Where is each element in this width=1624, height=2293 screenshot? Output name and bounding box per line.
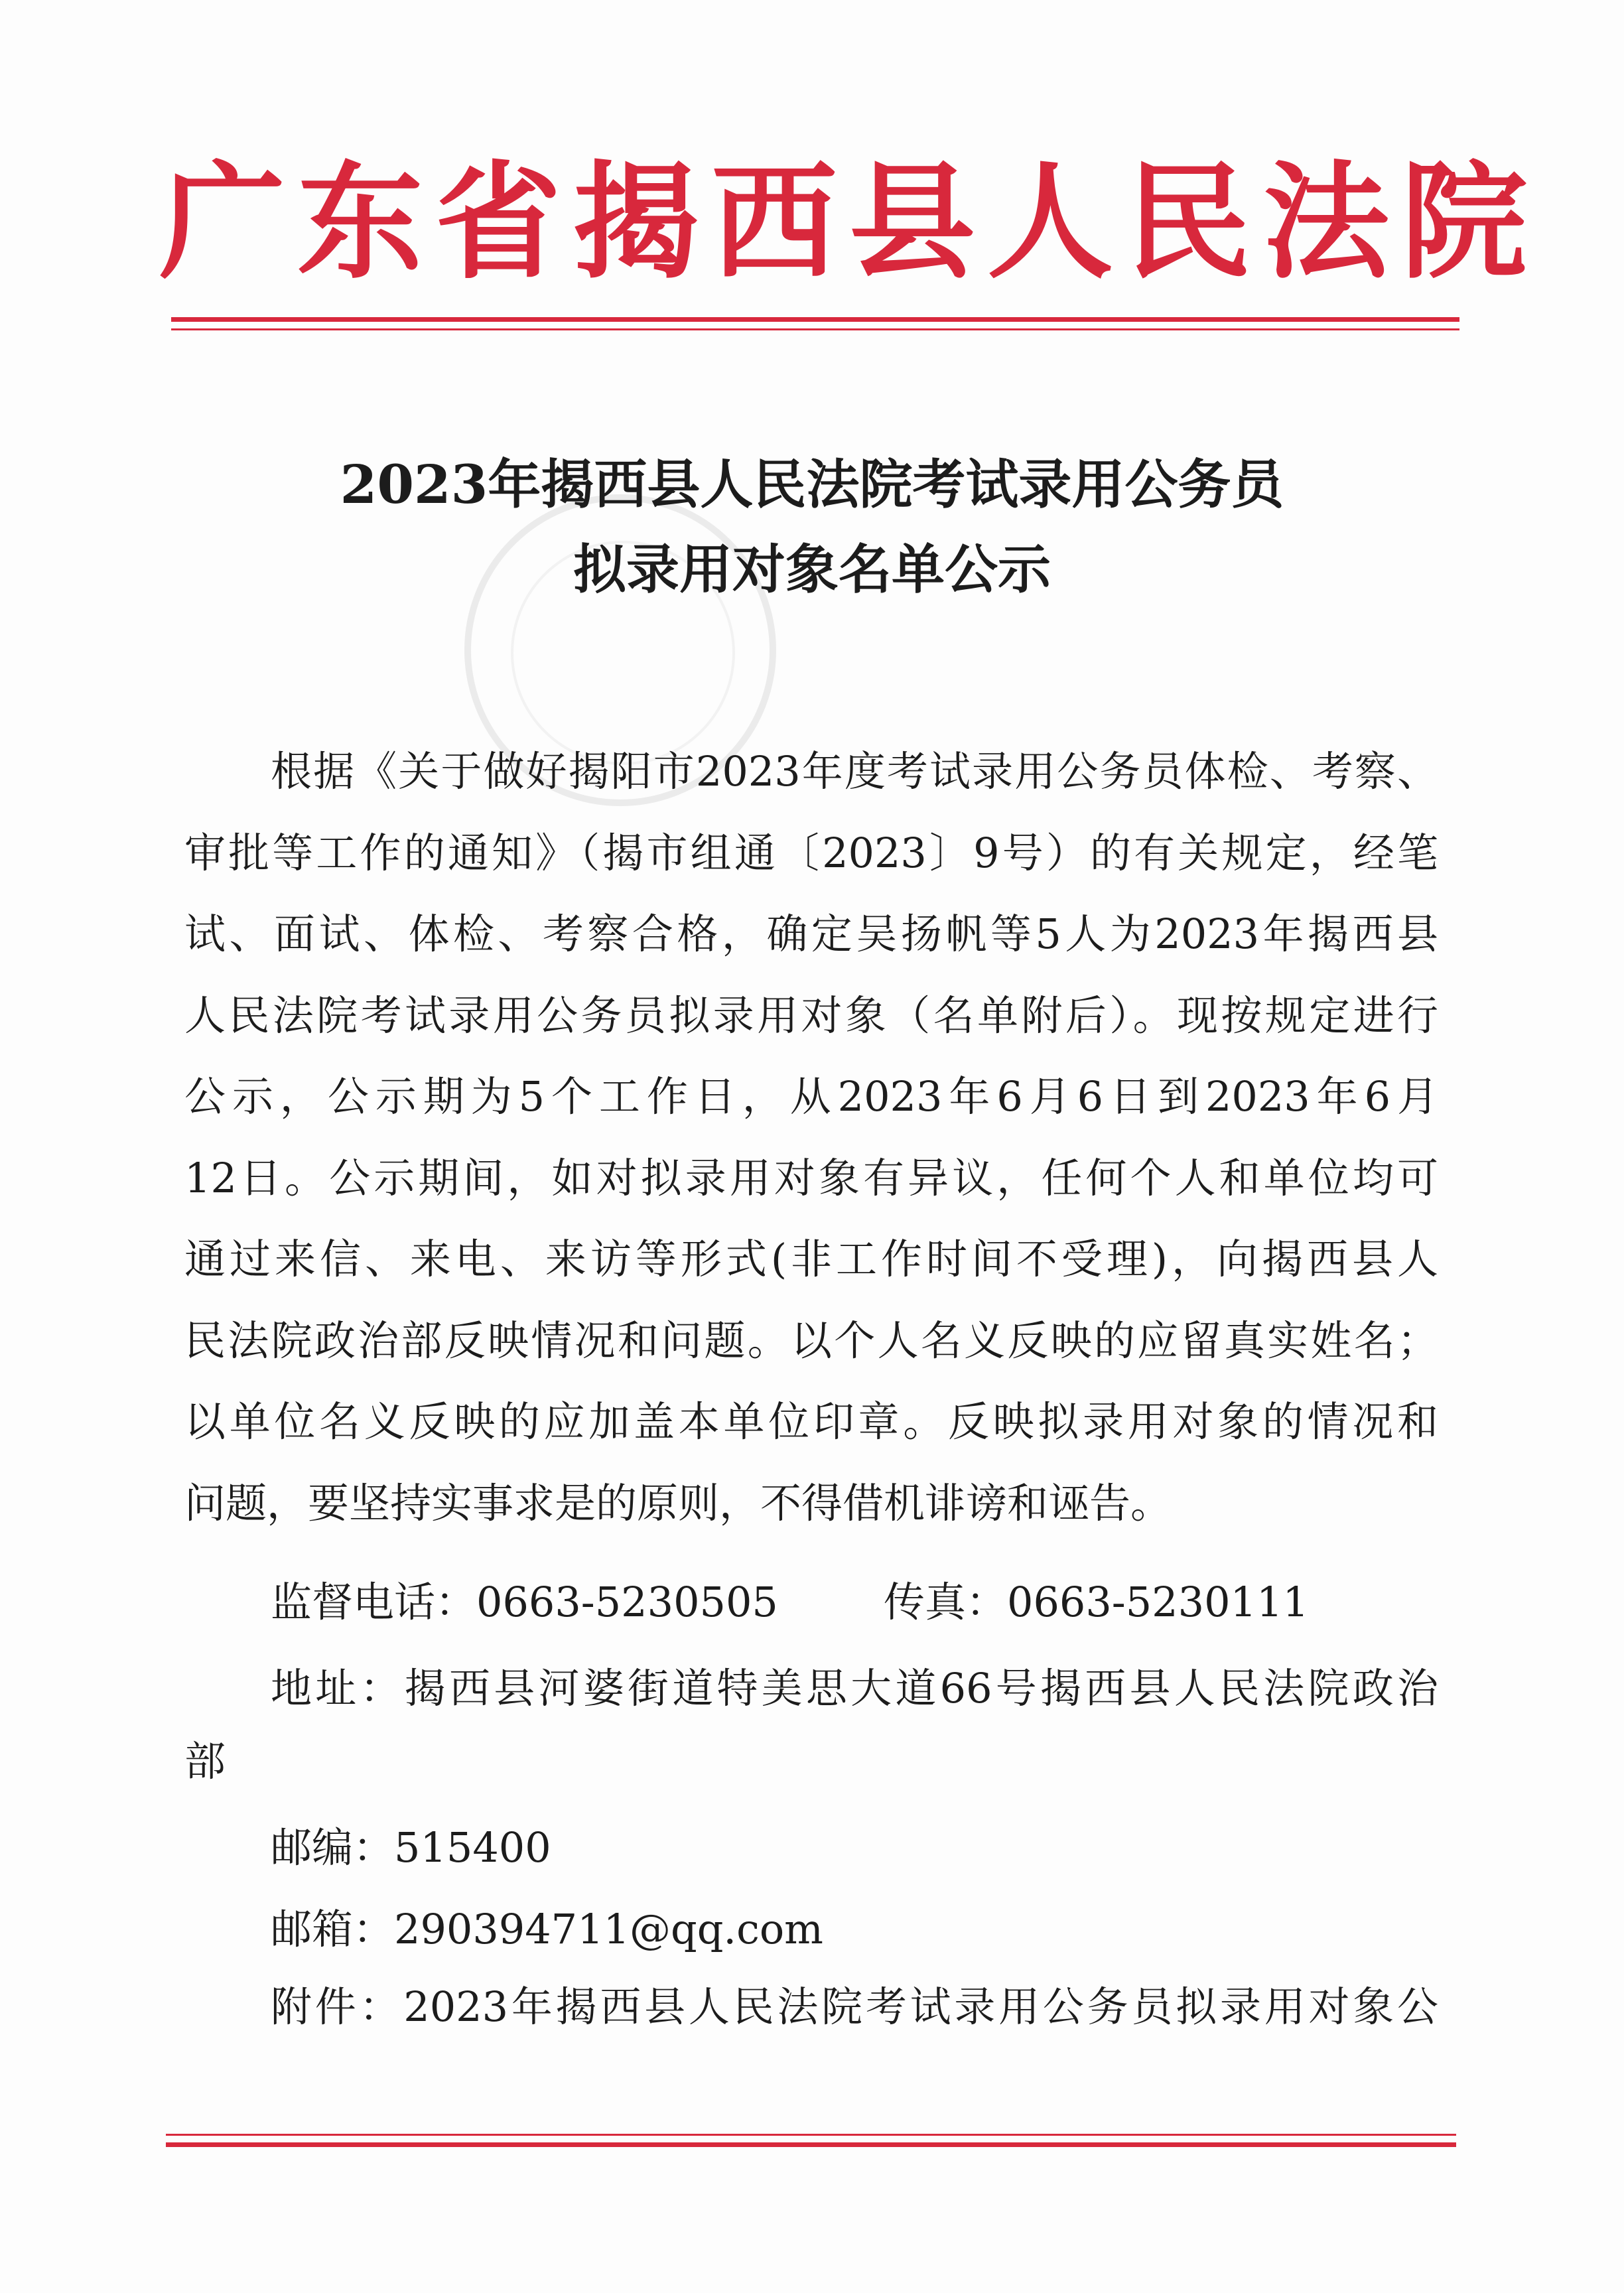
fax-number: 传真：0663-5230111: [884, 1578, 1309, 1626]
body-line: 试、面试、体检、考察合格，确定吴扬帆等5人为2023年揭西县: [184, 910, 1438, 958]
masthead-org-name: 广东省揭西县人民法院: [159, 148, 1540, 296]
address-line-2: 部: [184, 1737, 226, 1785]
footer-red-rule: [166, 2134, 1456, 2147]
supervision-phone: 监督电话：0663-5230505: [271, 1578, 778, 1626]
attachment-note: 附件：2023年揭西县人民法院考试录用公务员拟录用对象公: [271, 1982, 1438, 2031]
notice-body: [184, 731, 1438, 1544]
body-line: 问题，要坚持实事求是的原则，不得借机诽谤和诬告。: [184, 1478, 1172, 1527]
body-line: 民法院政治部反映情况和问题。以个人名义反映的应留真实姓名；: [184, 1316, 1438, 1365]
body-line: 根据《关于做好揭阳市2023年度考试录用公务员体检、考察、: [271, 747, 1438, 796]
body-line: 通过来信、来电、来访等形式(非工作时间不受理)，向揭西县人: [184, 1235, 1438, 1283]
postcode: 邮编：515400: [271, 1823, 551, 1872]
body-line: 以单位名义反映的应加盖本单位印章。反映拟录用对象的情况和: [184, 1397, 1438, 1446]
body-line: 公示，公示期为5个工作日，从2023年6月6日到2023年6月: [184, 1072, 1438, 1121]
doc-title-line-1: 2023年揭西县人民法院考试录用公务员: [340, 453, 1284, 516]
body-line: 12日。公示期间，如对拟录用对象有异议，任何个人和单位均可: [184, 1153, 1438, 1202]
masthead-red-rule: [171, 317, 1459, 330]
doc-title-line-2: 拟录用对象名单公示: [573, 538, 1051, 600]
address-block: [184, 1652, 1438, 1798]
email-address: 邮箱：290394711@qq.com: [271, 1905, 823, 1953]
body-line: 人民法院考试录用公务员拟录用对象（名单附后）。现按规定进行: [184, 991, 1438, 1040]
address-line-1: 地址：揭西县河婆街道特美思大道66号揭西县人民法院政治: [271, 1664, 1438, 1712]
body-line: 审批等工作的通知》（揭市组通〔2023〕9号）的有关规定，经笔: [184, 828, 1438, 877]
